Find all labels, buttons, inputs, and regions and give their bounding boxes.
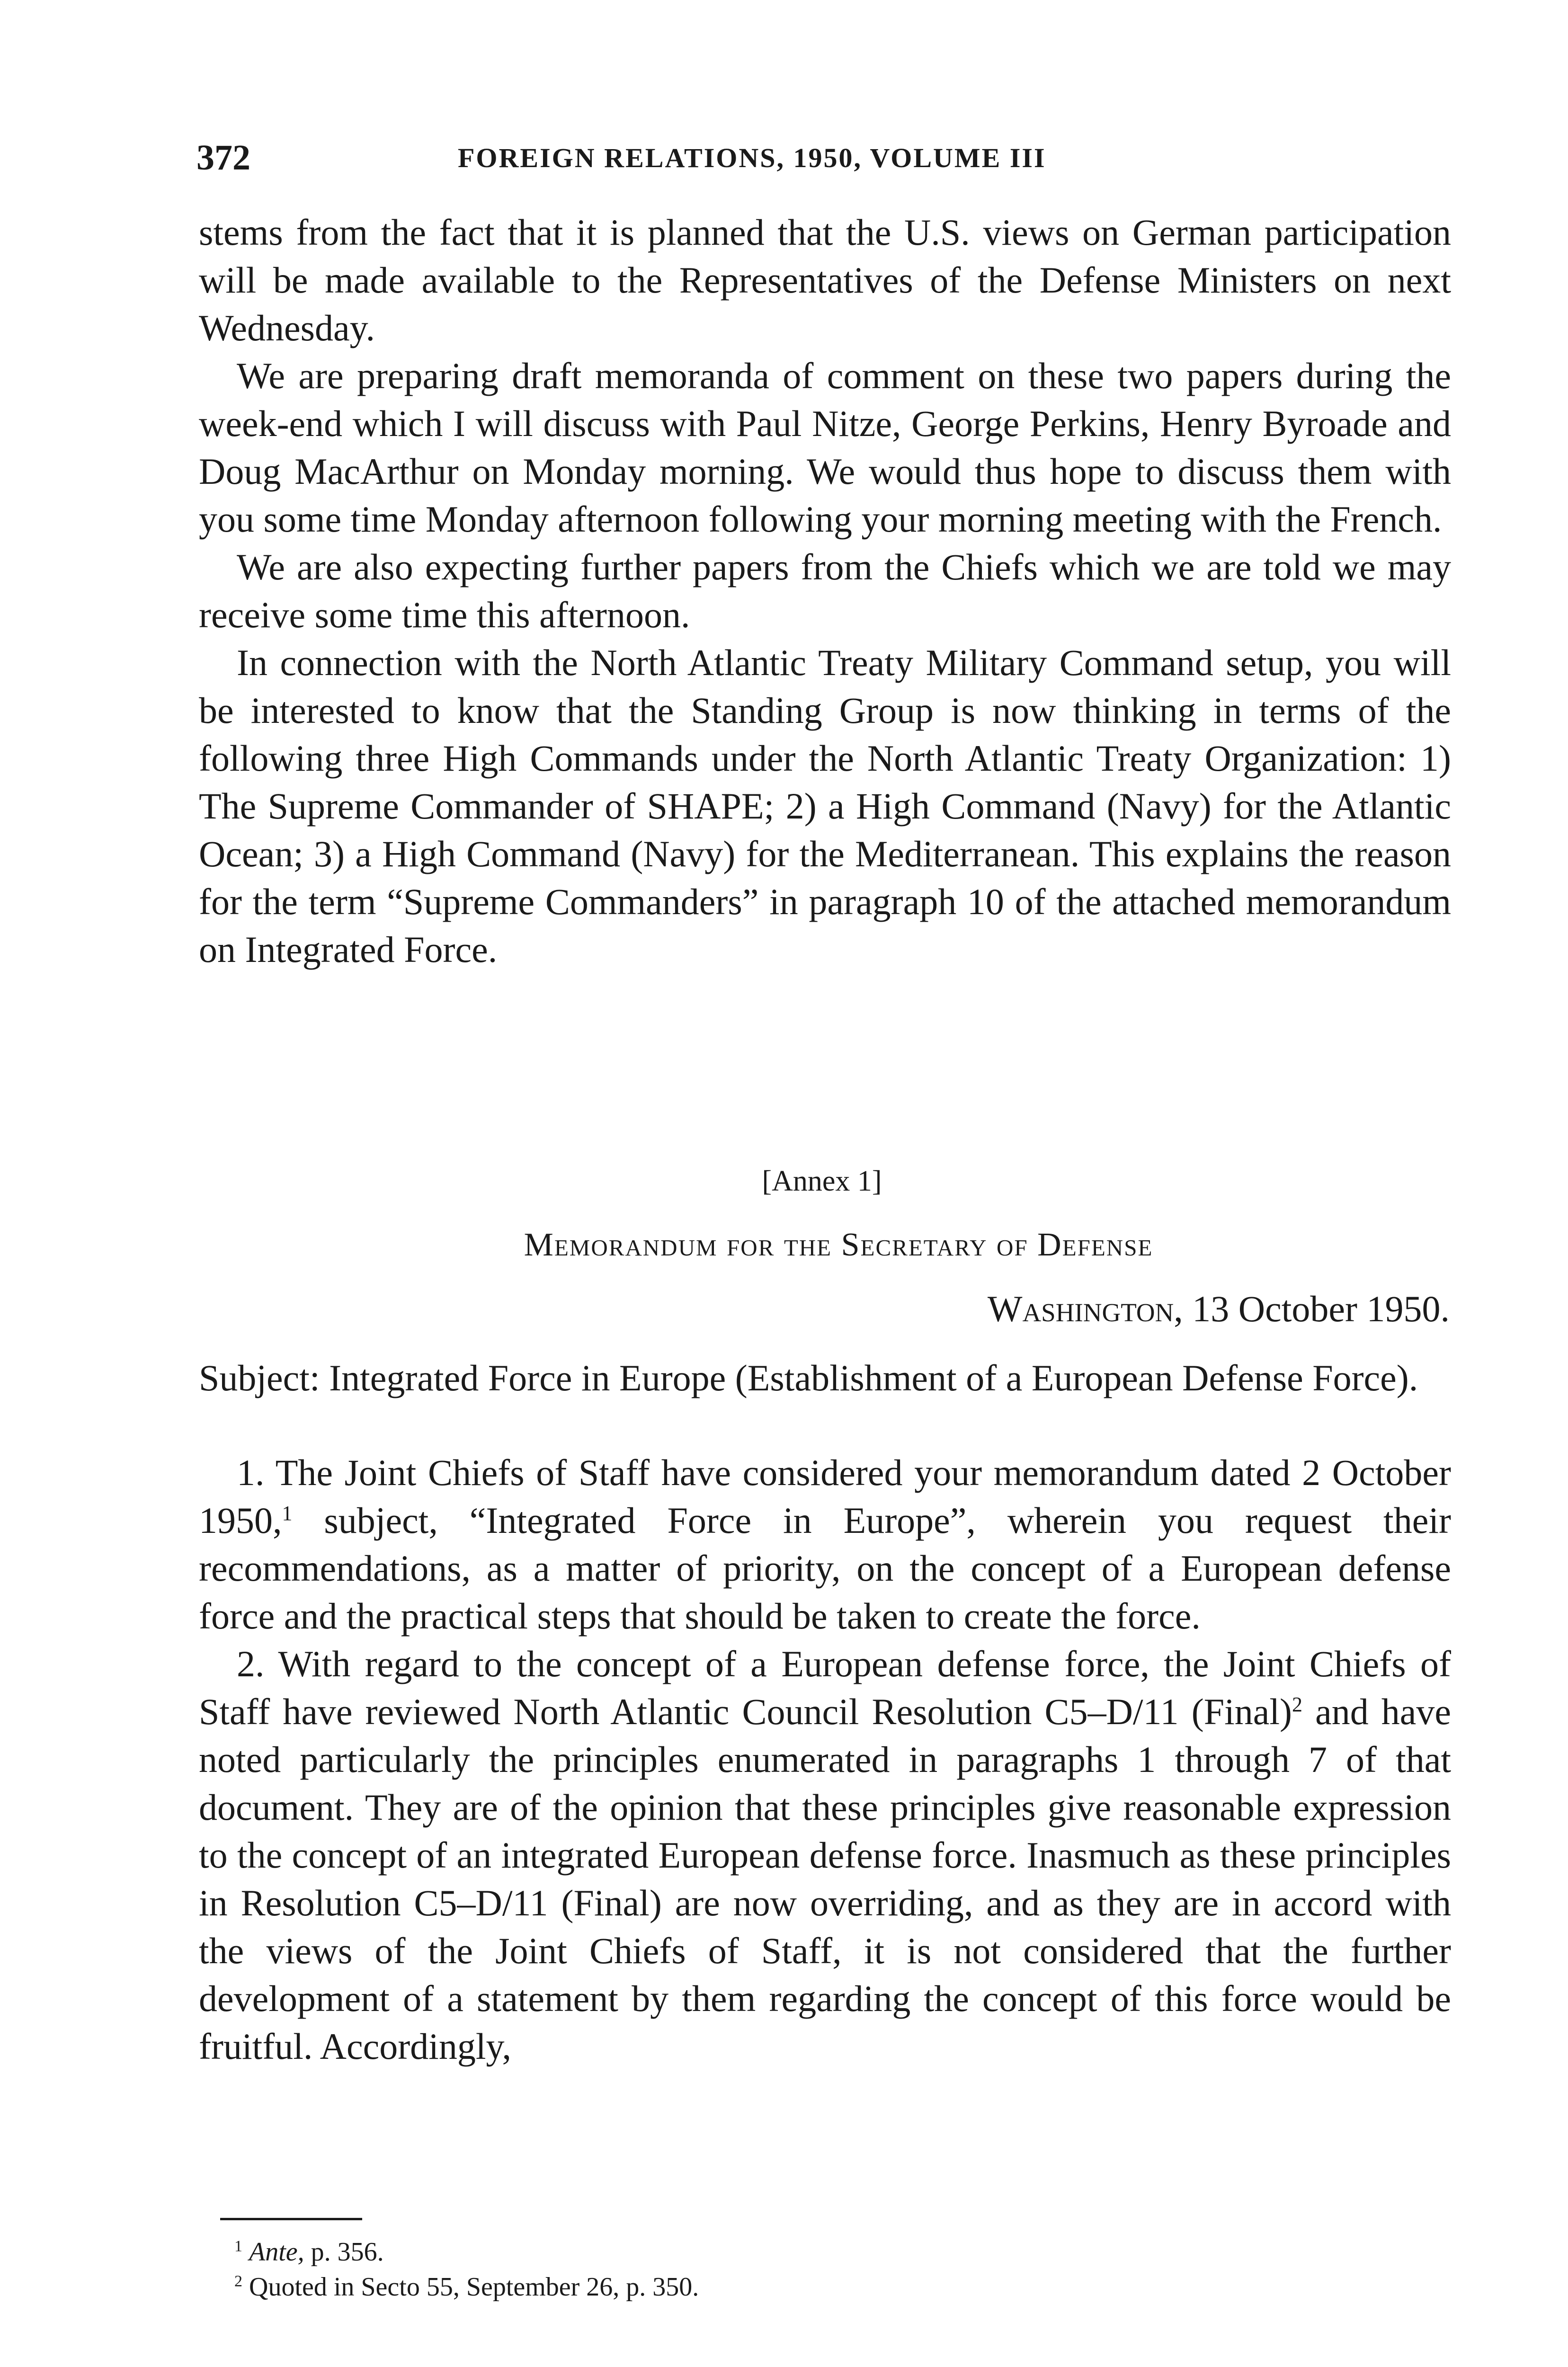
footnote-2 [234, 2269, 1323, 2305]
memo-dateline [988, 1288, 1450, 1330]
footnote-1-text: p. 356. [304, 2237, 384, 2267]
footnote-1-italic: Ante, [249, 2237, 304, 2267]
intro-paragraph-4: In connection with the North Atlantic Treaty Military Command setup, you will be interested to know that the Standing Group is now thinking in terms of the following three High Commands under the North Atlantic Treaty Organization: 1) The Supreme Commander of SHAPE; 2) a High Command (Navy) for the Atlantic Ocean; 3) a High Command (Navy) for the Mediterranean. This explains the reason for the term “Supreme Commanders” in paragraph 10 of the attached memorandum on Integrated Force. [199, 642, 1451, 970]
memo-title: Memorandum for the Secretary of Defense [524, 1227, 1153, 1263]
intro-paragraph-2: We are preparing draft memoranda of comment on these two papers during the week-end which I will discuss with Paul Nitze, George Perkins, Henry Byroade and Doug MacArthur on Monday morning. We would thus hope to discuss them with you some time Monday afternoon following your morning meeting with the French. [199, 355, 1451, 540]
memo-paragraph-2-text-a: 2. With regard to the concept of a European defense force, the Joint Chiefs of Staff have reviewed North Atlantic Council Resolution C5–D/11 (Final) [199, 1643, 1451, 1732]
footnote-ref-1: 1 [282, 1502, 293, 1525]
subject-text: Integrated Force in Europe (Establishment of a European Defense Force). [329, 1357, 1418, 1398]
memo-body [199, 1449, 1451, 2070]
memo-paragraph-1-text-b: subject, “Integrated Force in Europe”, wherein you request their recommendations, as a matter of priority, on the concept of a European defense force and the practical steps that should be taken to create the force. [199, 1500, 1451, 1637]
footnote-rule [220, 2218, 362, 2220]
dateline-date: 13 October 1950. [1192, 1288, 1450, 1329]
footnote-1 [234, 2234, 1323, 2269]
footnote-2-mark: 2 [234, 2272, 242, 2290]
footnote-ref-2: 2 [1292, 1693, 1303, 1716]
footnote-1-mark: 1 [234, 2237, 242, 2255]
subject-line [199, 1354, 1451, 1402]
page-number: 372 [196, 138, 250, 178]
memo-paragraph-1 [199, 1449, 1451, 1640]
footnote-2-text: Quoted in Secto 55, September 26, p. 350. [249, 2272, 699, 2302]
annex-label: [Annex 1] [762, 1165, 882, 1197]
intro-paragraph-1: stems from the fact that it is planned that the U.S. views on German participation will be made available to the Representatives of the Defense Ministers on next Wednesday. [199, 212, 1451, 348]
dateline-place: Washington, [987, 1288, 1183, 1329]
running-head [196, 137, 1226, 180]
running-title: FOREIGN RELATIONS, 1950, VOLUME III [458, 142, 1046, 173]
subject-label: Subject: [199, 1357, 320, 1398]
memo-paragraph-2 [199, 1640, 1451, 2070]
intro-text [199, 208, 1451, 973]
memo-paragraph-2-text-b: and have noted particularly the principles enumerated in paragraphs 1 through 7 of that document. They are of the opinion that these principles give reasonable expression to the concept of an integrated European defense force. Inasmuch as these principles in Resolution C5–D/11 (Final) are now overriding, and as they are in accord with the views of the Joint Chiefs of Staff, it is not considered that the further development of a statement by them regarding the concept of this force would be fruitful. Accordingly, [199, 1691, 1451, 2067]
memo-paragraph-1-text-a: 1. The Joint Chiefs of Staff have considered your memorandum dated 2 October 1950, [199, 1452, 1451, 1541]
intro-paragraph-3: We are also expecting further papers from the Chiefs which we are told we may receive some time this afternoon. [199, 546, 1451, 635]
memo-subject [199, 1354, 1451, 1402]
footnotes [234, 2234, 1323, 2305]
